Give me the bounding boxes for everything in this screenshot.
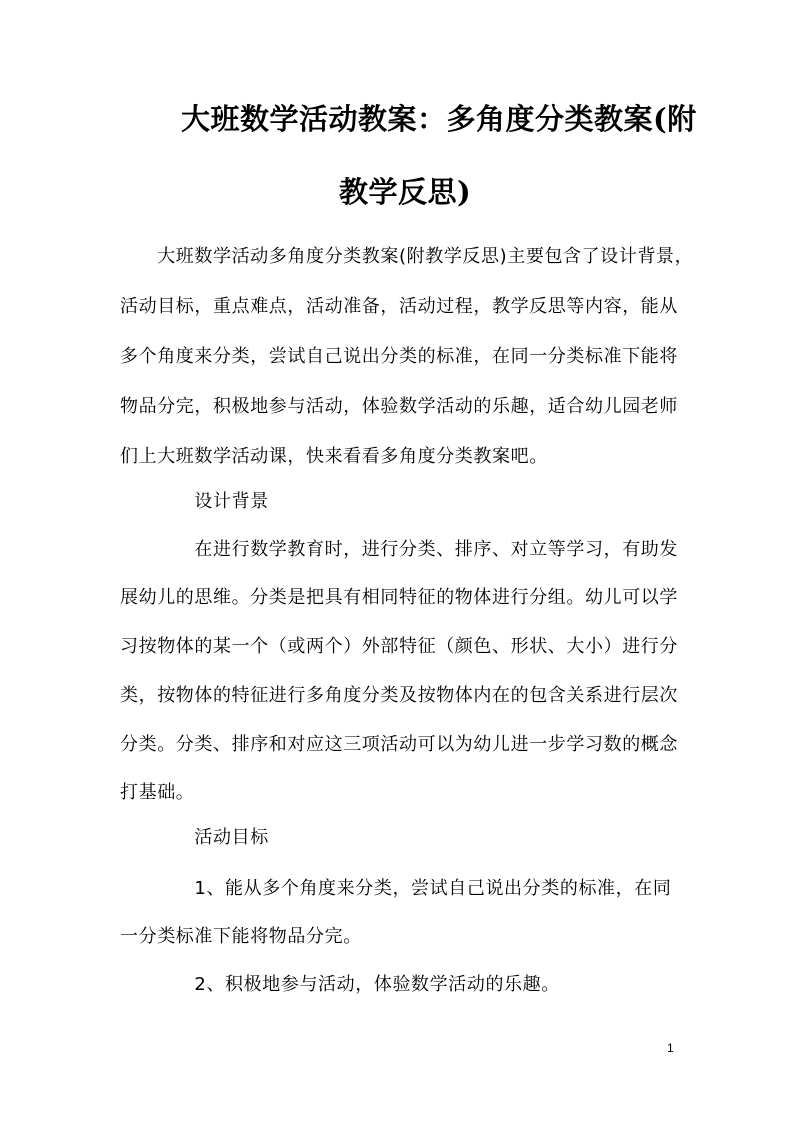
goal-line: 一分类标准下能将物品分完。 <box>120 926 362 947</box>
intro-line: 多个角度来分类，尝试自己说出分类的标准，在同一分类标准下能将 <box>120 346 678 367</box>
background-line: 类，按物体的特征进行多角度分类及按物体内在的包含关系进行层次 <box>120 685 678 706</box>
background-line: 分类。分类、排序和对应这三项活动可以为幼儿进一步学习数的概念 <box>120 734 678 755</box>
intro-line: 们上大班数学活动课，快来看看多角度分类教案吧。 <box>120 446 548 467</box>
section-heading-background: 设计背景 <box>120 491 269 512</box>
document-title-line-1: 大班数学活动教案：多角度分类教案(附 <box>181 102 697 136</box>
goal-line: 1、能从多个角度来分类，尝试自己说出分类的标准，在同 <box>120 878 672 899</box>
background-line: 习按物体的某一个（或两个）外部特征（颜色、形状、大小）进行分 <box>120 636 678 657</box>
intro-line: 大班数学活动多角度分类教案(附教学反思)主要包含了设计背景， <box>120 246 694 267</box>
goal-line: 2、积极地参与活动，体验数学活动的乐趣。 <box>120 974 560 995</box>
intro-line: 物品分完，积极地参与活动，体验数学活动的乐趣，适合幼儿园老师 <box>120 396 678 417</box>
document-title-line-2: 教学反思) <box>339 175 472 209</box>
page-number: 1 <box>667 1041 674 1055</box>
background-line: 在进行数学教育时，进行分类、排序、对立等学习，有助发 <box>120 539 678 560</box>
background-line: 打基础。 <box>120 782 195 803</box>
intro-line: 活动目标，重点难点，活动准备，活动过程，教学反思等内容，能从 <box>120 296 678 317</box>
section-heading-goals: 活动目标 <box>120 827 269 848</box>
background-line: 展幼儿的思维。分类是把具有相同特征的物体进行分组。幼儿可以学 <box>120 587 678 608</box>
